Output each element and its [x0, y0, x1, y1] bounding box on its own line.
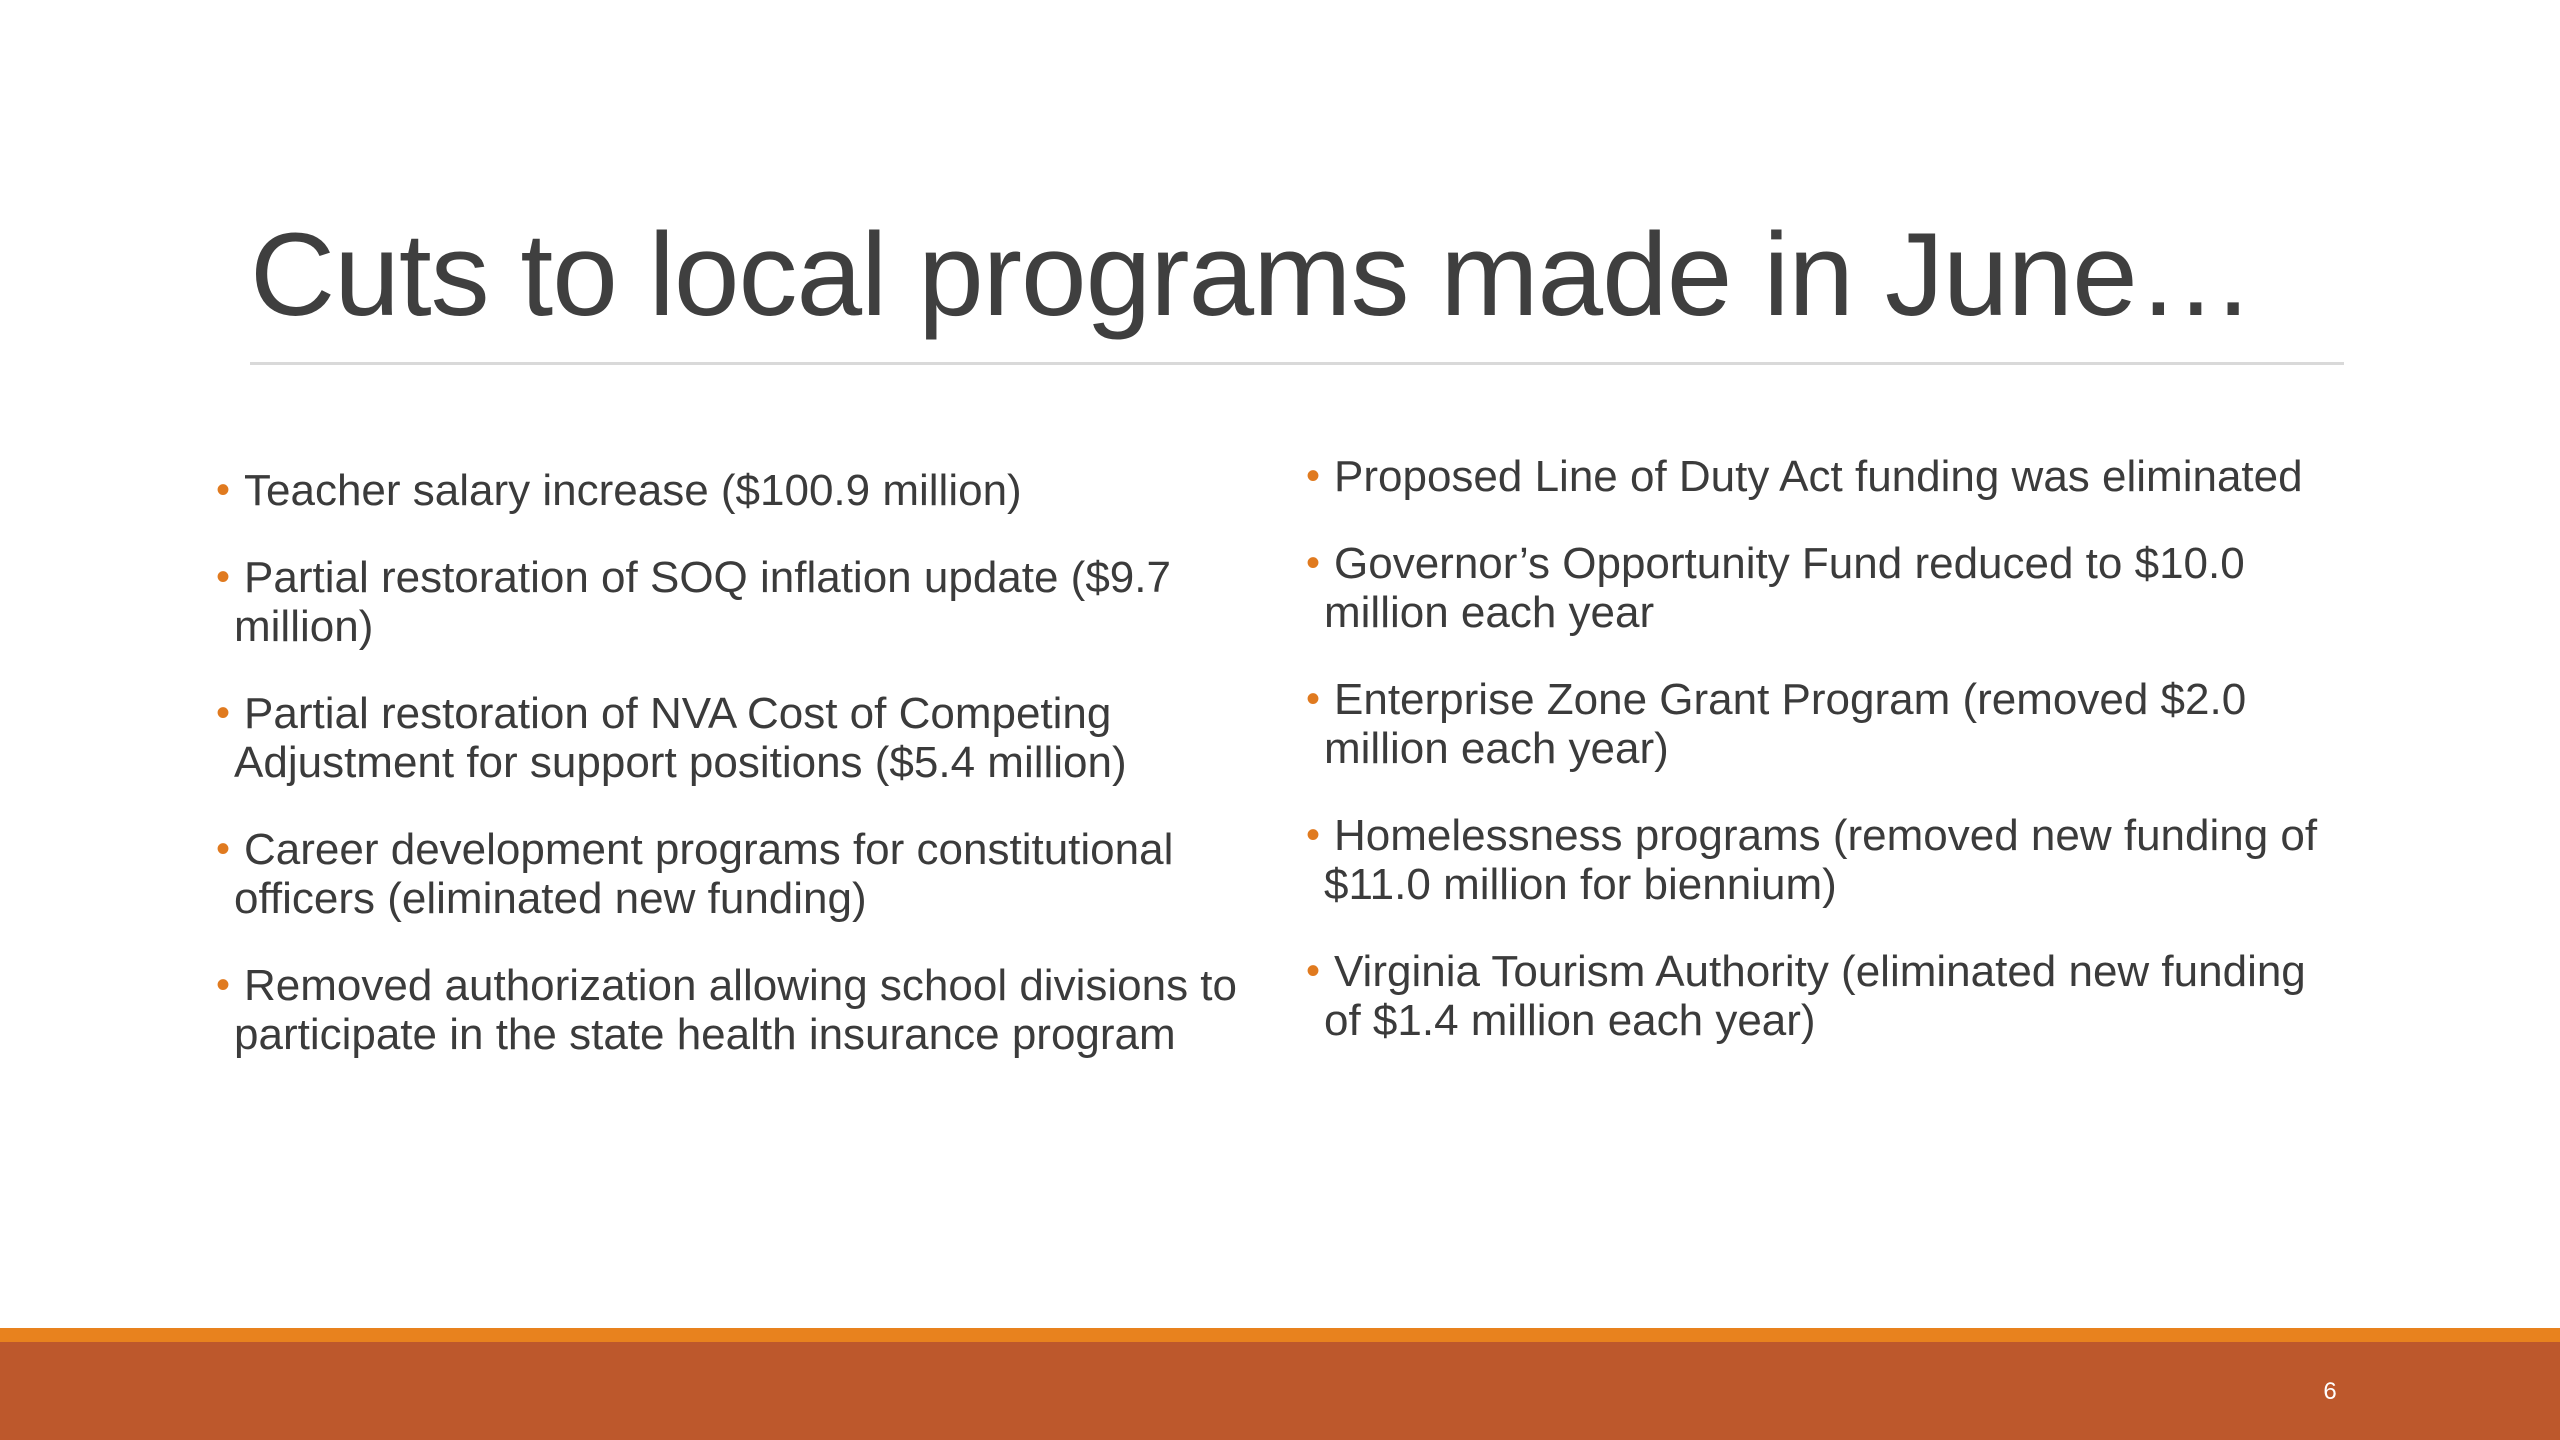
title-divider [250, 362, 2344, 365]
bullet-text: Teacher salary increase ($100.9 million) [244, 466, 1022, 515]
footer-bar [0, 1342, 2560, 1440]
list-item [1302, 539, 2352, 637]
bullet-dot-icon: • [1306, 677, 1321, 721]
bullet-text: Partial restoration of NVA Cost of Competing Adjustment for support positions ($5.4 million) [234, 689, 1127, 787]
list-item [1302, 452, 2352, 501]
bullet-dot-icon: • [216, 691, 231, 735]
list-item [212, 825, 1252, 923]
list-item [1302, 811, 2352, 909]
slide-title: Cuts to local programs made in June… [250, 209, 2254, 341]
bullet-dot-icon: • [1306, 541, 1321, 585]
page-number: 6 [2323, 1378, 2337, 1405]
bullet-dot-icon: • [1306, 454, 1321, 498]
bullet-dot-icon: • [1306, 813, 1321, 857]
bullet-dot-icon: • [216, 827, 231, 871]
bullet-dot-icon: • [216, 555, 231, 599]
bullet-text: Governor’s Opportunity Fund reduced to $10.0 million each year [1324, 539, 2245, 637]
bullet-text: Enterprise Zone Grant Program (removed $2.0 million each year) [1324, 675, 2247, 773]
bullet-dot-icon: • [1306, 949, 1321, 993]
bullet-dot-icon: • [216, 468, 231, 512]
list-item [1302, 947, 2352, 1045]
list-item [212, 466, 1252, 515]
bullet-text: Proposed Line of Duty Act funding was eliminated [1334, 452, 2303, 501]
bullet-text: Career development programs for constitutional officers (eliminated new funding) [234, 825, 1174, 923]
bullet-dot-icon: • [216, 963, 231, 1007]
left-bullet-list [212, 466, 1252, 1097]
footer-accent-stripe [0, 1328, 2560, 1342]
list-item [212, 689, 1252, 787]
list-item [1302, 675, 2352, 773]
list-item [212, 553, 1252, 651]
bullet-text: Partial restoration of SOQ inflation update ($9.7 million) [234, 553, 1171, 651]
bullet-text: Homelessness programs (removed new funding of $11.0 million for biennium) [1324, 811, 2318, 909]
bullet-text: Removed authorization allowing school divisions to participate in the state health insurance program [234, 961, 1237, 1059]
bullet-text: Virginia Tourism Authority (eliminated new funding of $1.4 million each year) [1324, 947, 2306, 1045]
list-item [212, 961, 1252, 1059]
right-bullet-list [1302, 452, 2352, 1083]
